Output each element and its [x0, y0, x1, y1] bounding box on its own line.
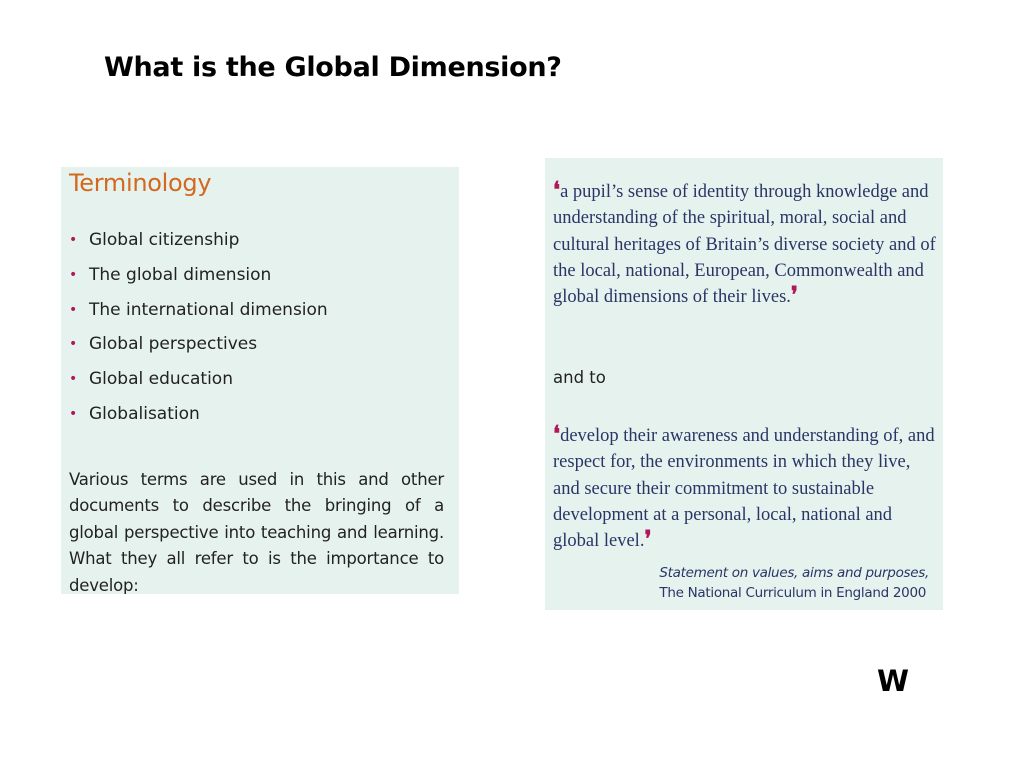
citation	[659, 563, 929, 603]
list-item-label: Global education	[89, 369, 233, 390]
bullet-icon: •	[69, 266, 78, 283]
terminology-panel	[61, 167, 459, 594]
list-item-label: Global perspectives	[89, 334, 258, 355]
slide-title: What is the Global Dimension?	[104, 52, 562, 83]
bullet-icon: •	[69, 405, 78, 422]
citation-source: Statement on values, aims and purposes,	[659, 565, 929, 581]
connector-text: and to	[553, 368, 606, 387]
list-item-label: Globalisation	[89, 403, 200, 424]
bullet-icon: •	[69, 232, 78, 248]
list-item-label: The international dimension	[89, 299, 328, 320]
list-item-label: Global citizenship	[89, 230, 240, 250]
terminology-heading: Terminology	[69, 169, 212, 197]
list-item	[69, 368, 328, 403]
terminology-list	[69, 229, 328, 438]
list-item	[69, 299, 328, 334]
list-item-label: The global dimension	[89, 264, 272, 285]
close-quote-icon: ❜	[790, 282, 798, 308]
open-quote-icon: ❛	[553, 177, 561, 202]
statement-panel	[545, 158, 943, 610]
list-item	[69, 229, 328, 264]
bullet-icon: •	[69, 336, 78, 353]
quote-aims-environment	[553, 423, 939, 554]
list-item	[69, 264, 328, 299]
citation-publication: The National Curriculum in England 2000	[659, 585, 927, 601]
quote-aims-identity	[553, 179, 939, 310]
quote-text: a pupil’s sense of identity through knowledge and understanding of the spiritual, moral, social and cultural heritages of Britain’s diverse society and of the local, national, European, Commonwealth and global dimensions of their lives.	[553, 182, 936, 308]
quote-text: develop their awareness and understanding of, and respect for, the environments in which they live, and secure their commitment to sustainable development at a personal, local, national and global level.	[553, 426, 935, 552]
list-item	[69, 333, 328, 368]
close-quote-icon: ❜	[644, 526, 652, 552]
open-quote-icon: ❛	[553, 421, 561, 446]
corner-mark: W	[877, 664, 909, 698]
bullet-icon: •	[69, 371, 78, 388]
terminology-paragraph: Various terms are used in this and other documents to describe the bringing of a global perspective into teaching and learning. What they all refer to is the importance to develop:	[69, 470, 444, 594]
bullet-icon: •	[69, 301, 78, 318]
list-item	[69, 403, 328, 438]
